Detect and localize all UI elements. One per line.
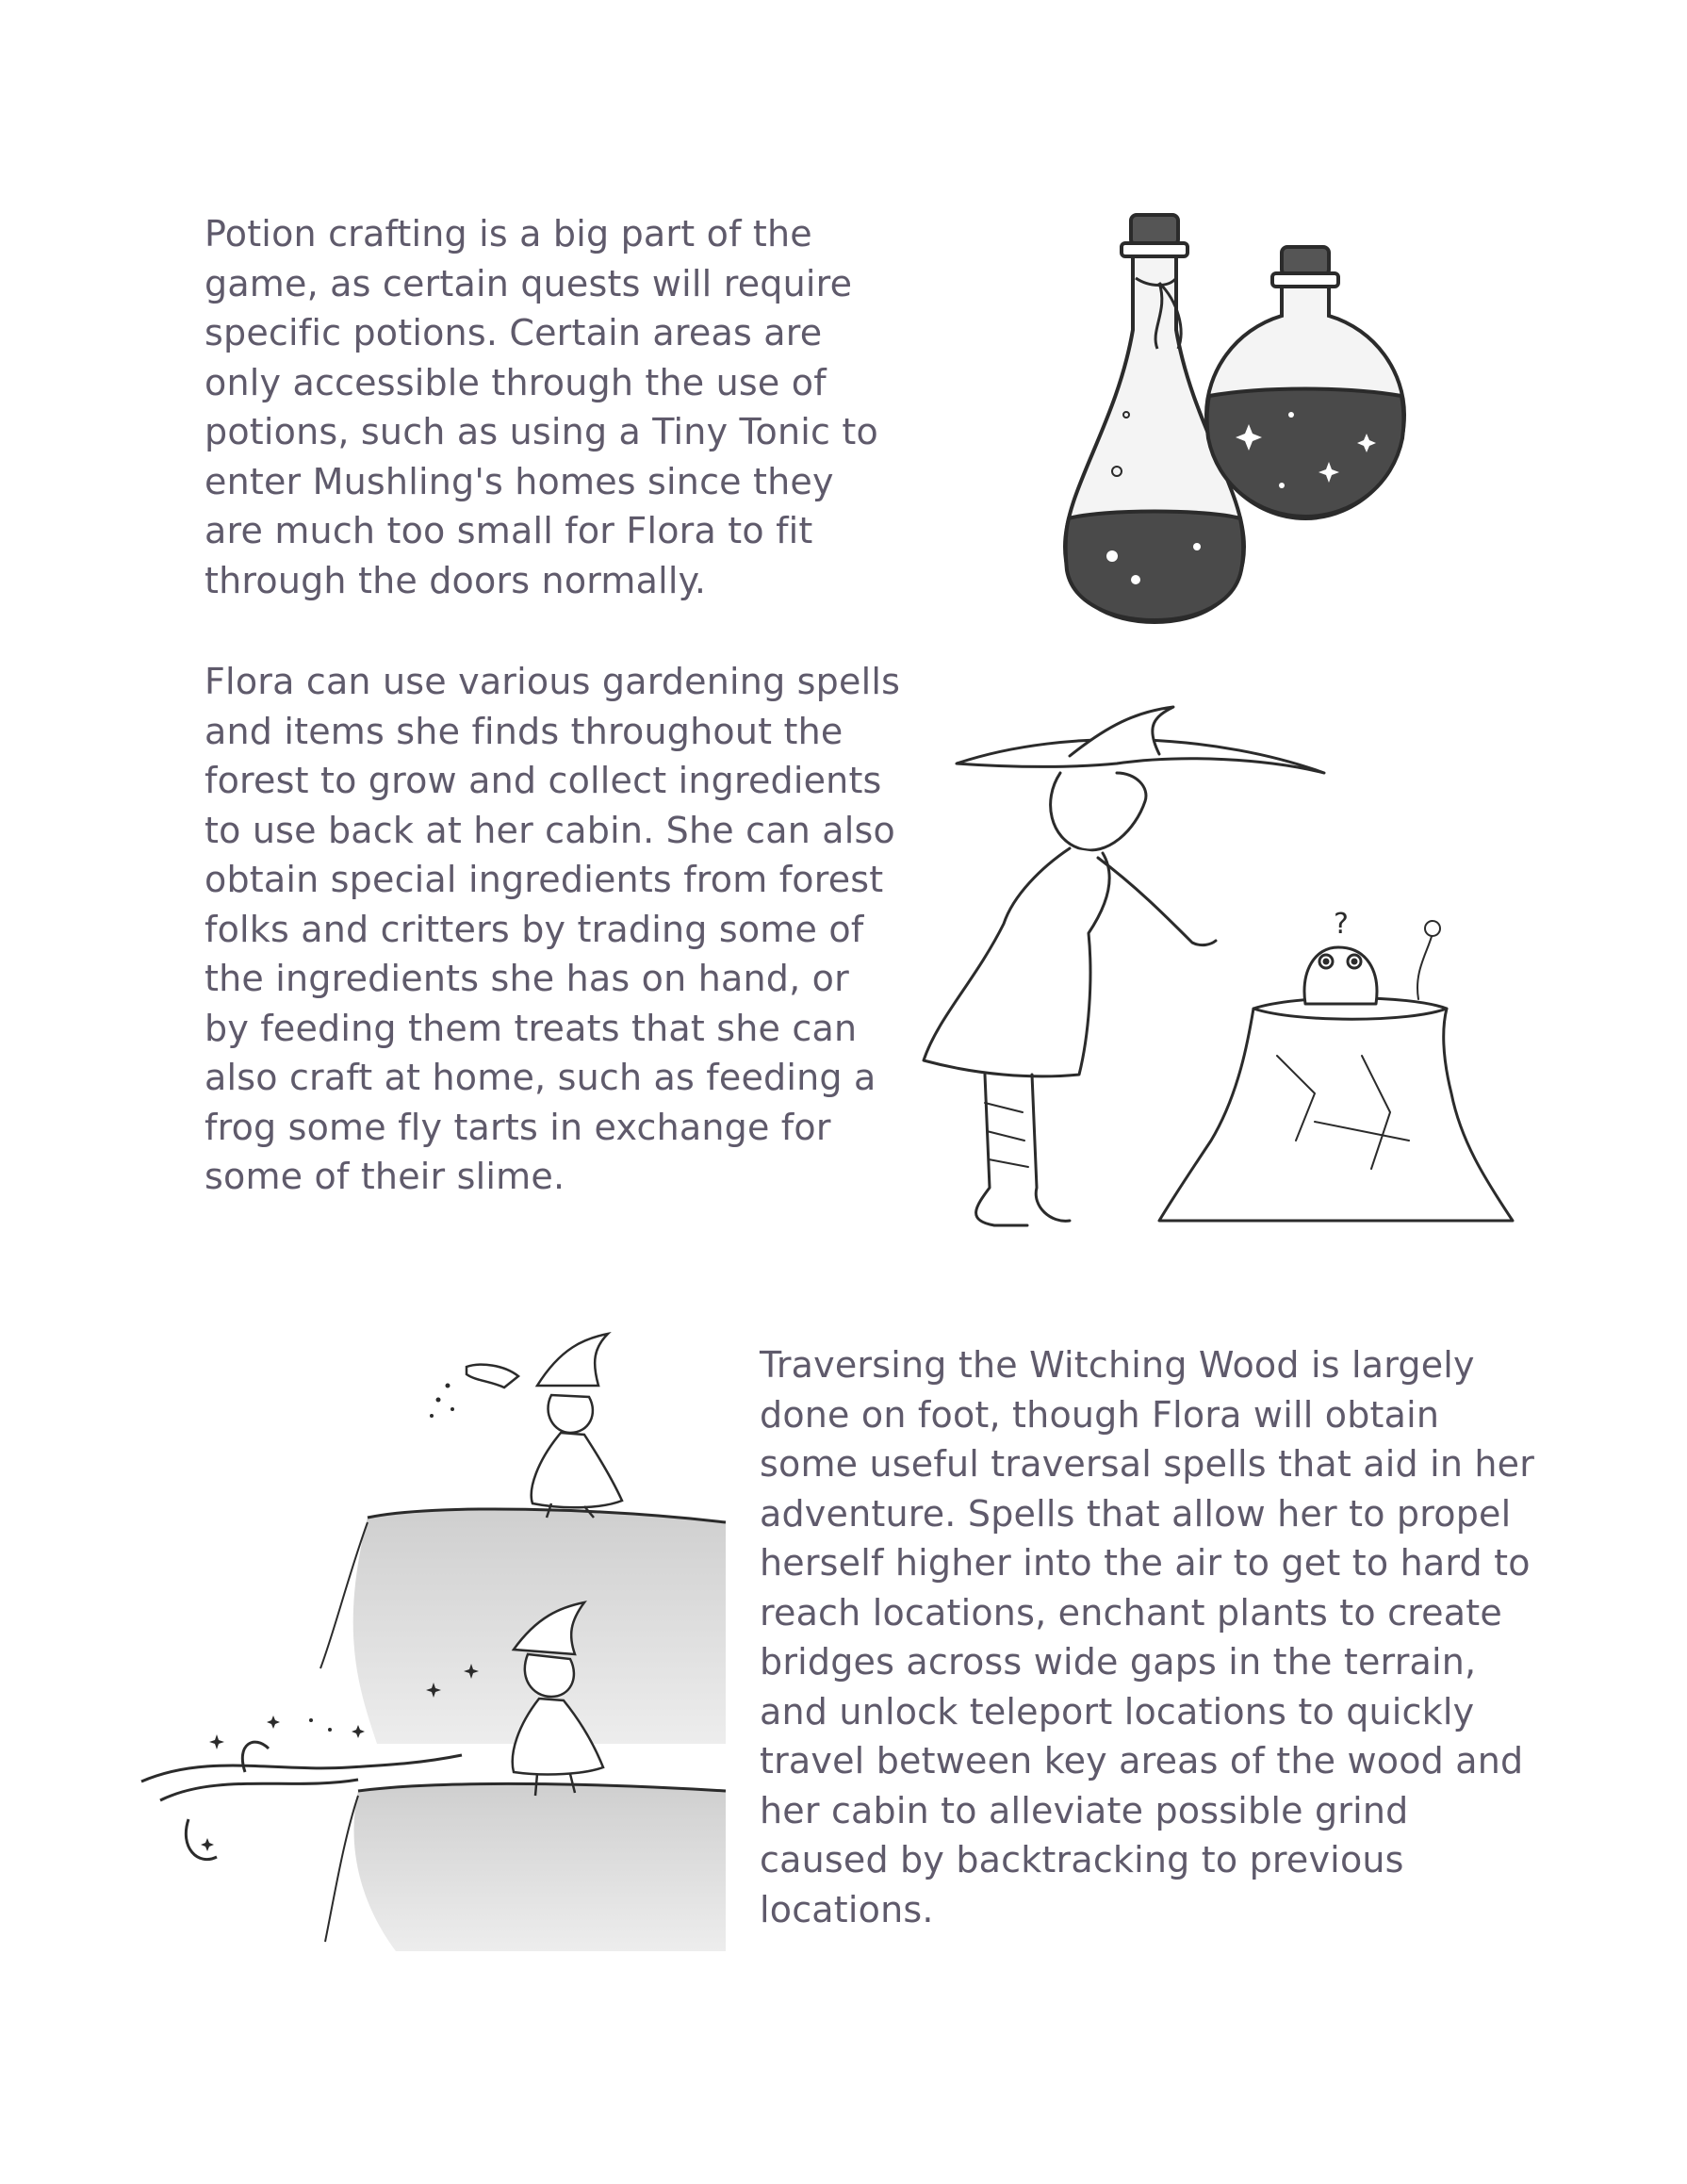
traversal-paragraph: Traversing the Witching Wood is largely done on foot, though Flora will obtain some useful traversal spells that aid in her adventure. Spells that allow her to propel herself higher into the air to get to hard to reach locations, enchant plants to create bridges across wide gaps in the terrain, and unlock teleport locations to quickly travel between key areas of the wood and her cabin to alleviate possible grind caused by backtracking to previous locations. (760, 1344, 1535, 1930)
frog (1304, 947, 1377, 1004)
water-droplets (430, 1384, 454, 1419)
round-bottle-cork (1282, 247, 1329, 275)
potion-crafting-paragraph: Potion crafting is a big part of the game, as certain quests will require specific potions. Certain areas are only accessible through the use of potions, such as using a Tiny Tonic to enter Mushling's homes since they are much too small for Flora to fit through the doors normally. (205, 213, 878, 601)
frog-question-mark: ? (1334, 908, 1349, 941)
witch-arm (1098, 858, 1216, 945)
tree-stump (1159, 998, 1513, 1221)
gardening-paragraph: Flora can use various gardening spells and items she finds throughout the forest to grow and collect ingredients to use back at her cabin. She can also obtain special ingredients from forest folks and critters by trading some of the ingredients she has on hand, or by feeding them treats that she can also craft at home, such as feeding a frog some fly tarts in exchange for some of their slime. (205, 661, 901, 1197)
round-potion-bottle (1206, 247, 1404, 518)
witch-hat-crown (1070, 707, 1173, 756)
potion-bottles-illustration (1046, 207, 1433, 632)
witch-legs (976, 1075, 1070, 1225)
flower-icon (1425, 921, 1440, 936)
flower-stem (1417, 933, 1433, 999)
upper-cliff (320, 1509, 726, 1744)
witch-head (1051, 773, 1146, 850)
traversal-cliffs-illustration (132, 1329, 745, 1961)
witch-dress (924, 848, 1109, 1076)
witch-feeding-frog-illustration (919, 698, 1531, 1235)
witch-watering-can (467, 1334, 622, 1518)
lower-cliff (325, 1783, 726, 1951)
tall-bottle-cork (1131, 215, 1178, 245)
